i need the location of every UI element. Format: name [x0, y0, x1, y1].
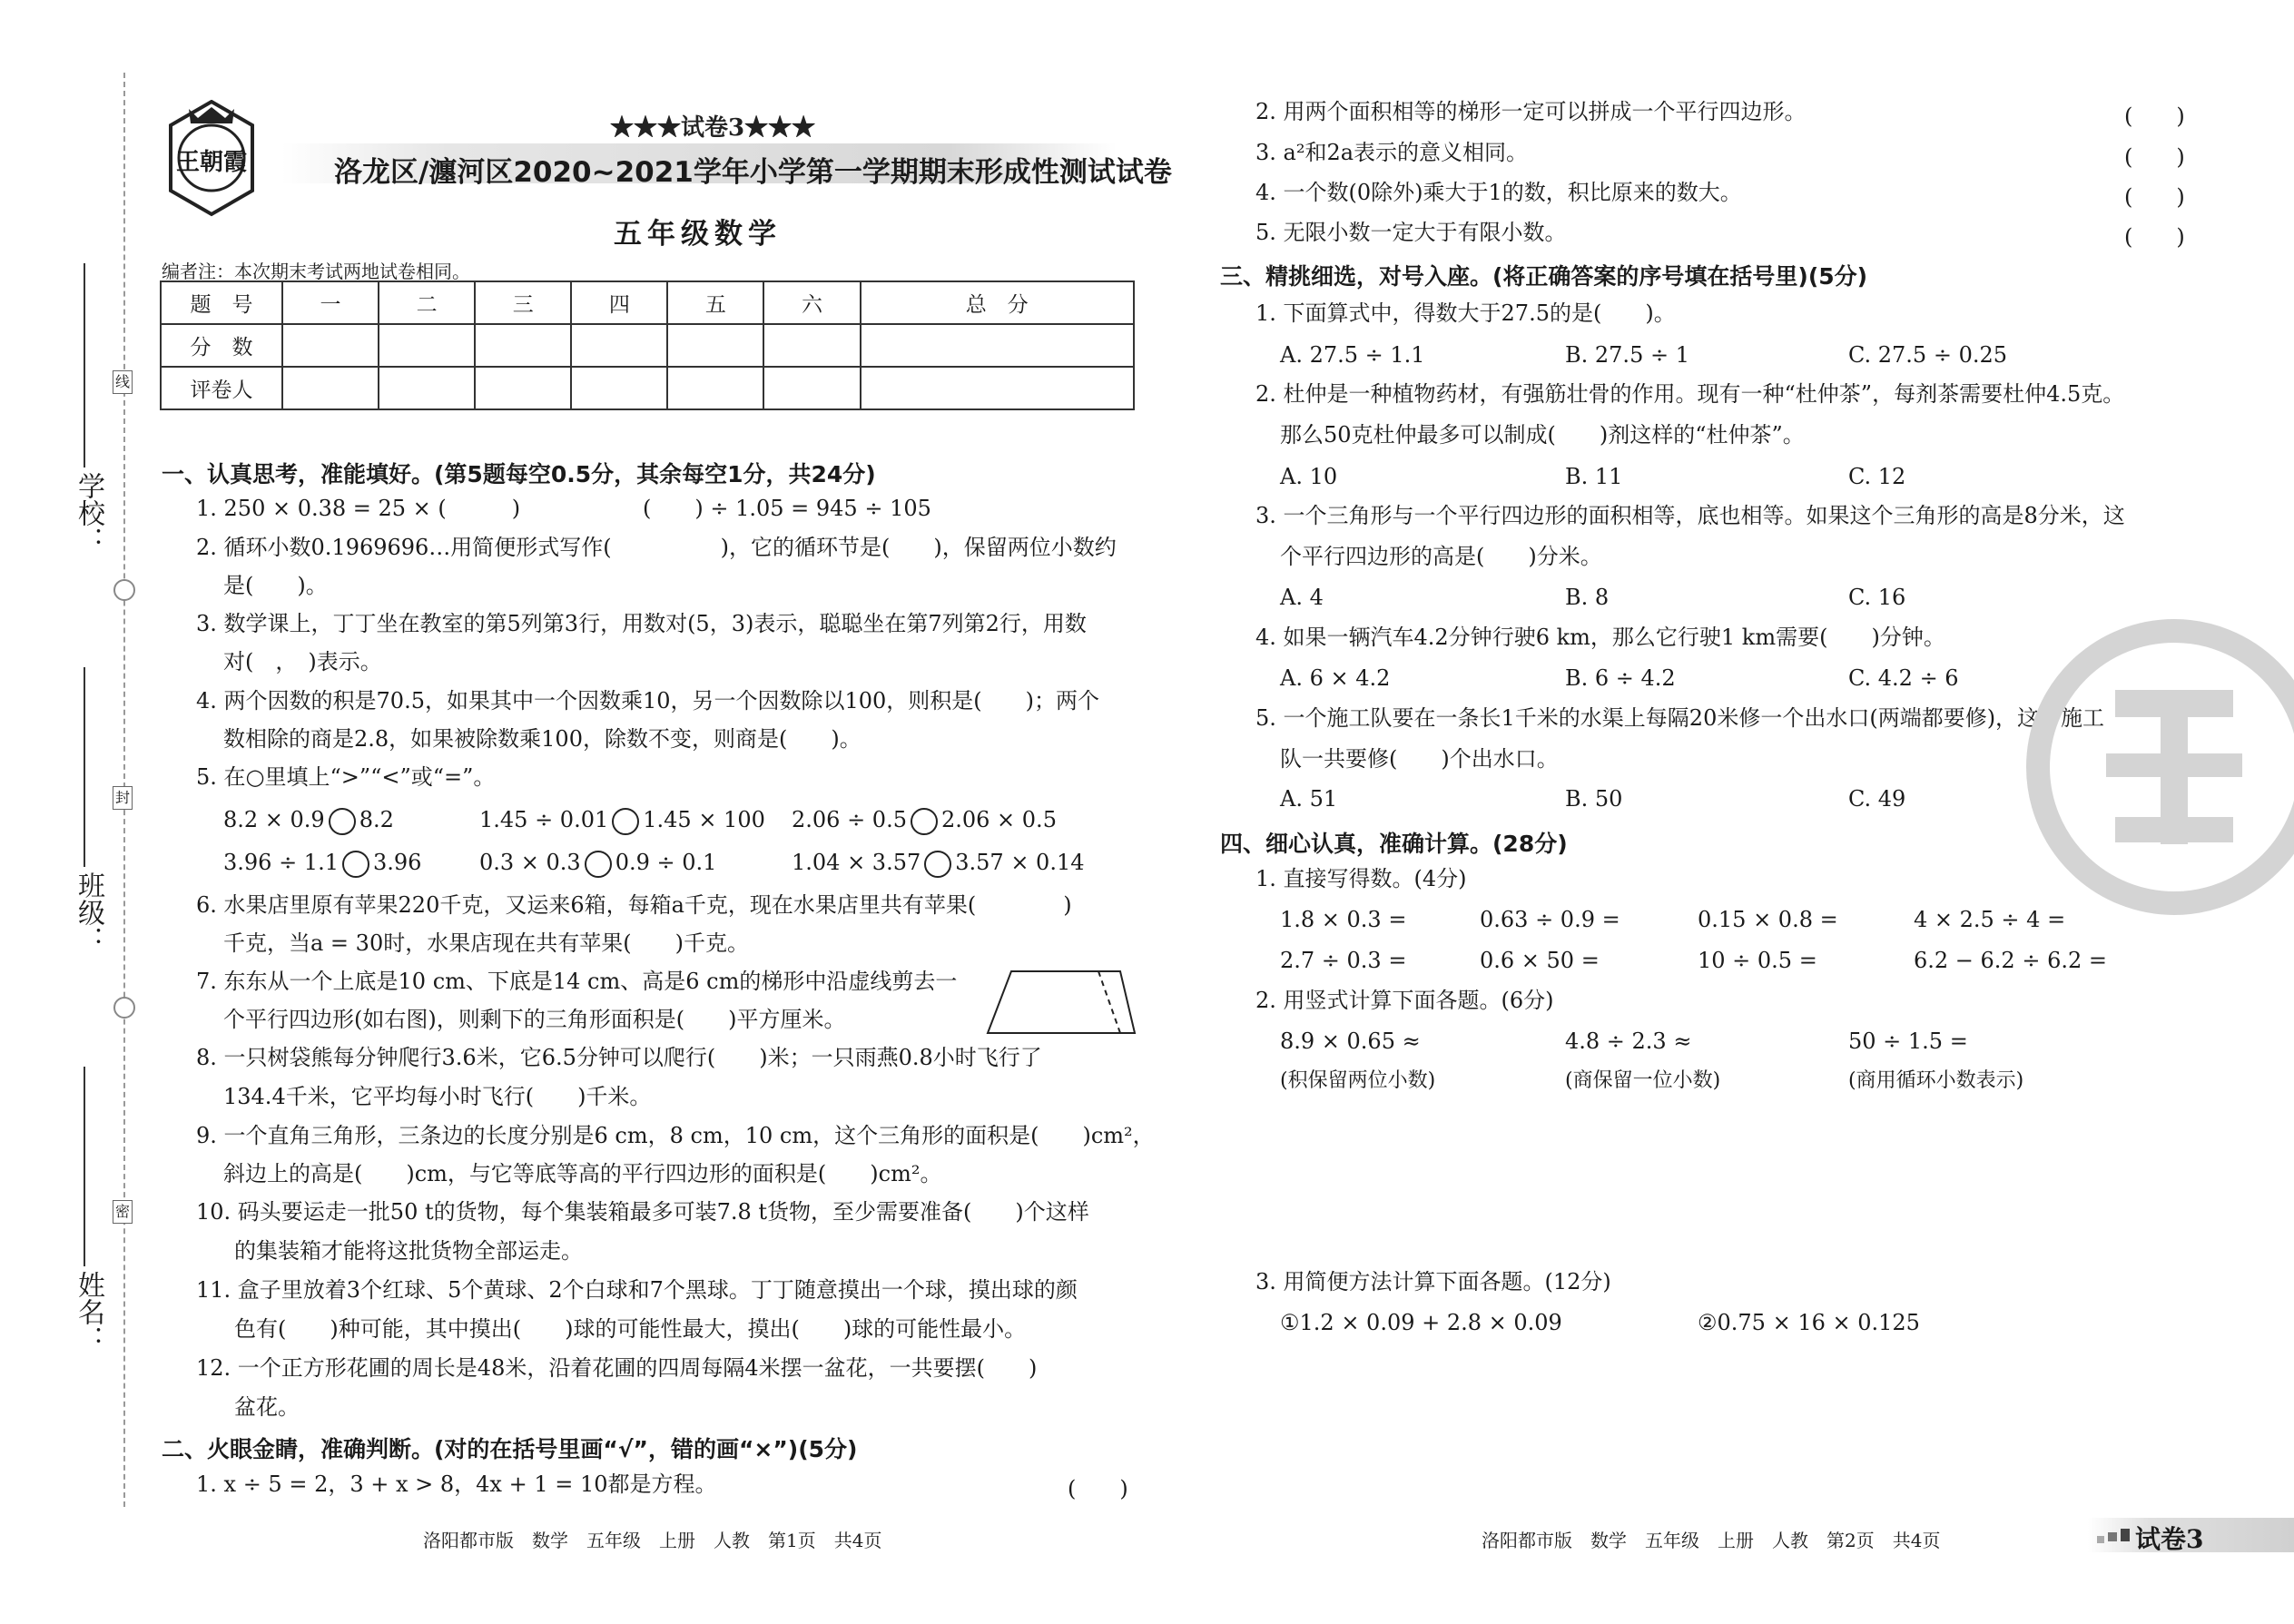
class-label: 班级： [73, 871, 104, 953]
judge-item-5: 5. 无限小数一定大于有限小数。 [1255, 220, 1567, 245]
judge-answer-box[interactable]: ( ) [2124, 144, 2185, 170]
q1-part-b: ( ) ÷ 1.05 = 945 ÷ 105 [643, 496, 931, 521]
grader-cell[interactable] [861, 367, 1134, 409]
q8-line2: 134.4千米，它平均每小时飞行( )千米。 [223, 1084, 652, 1109]
section3-title: 三、精挑细选，对号入座。(将正确答案的序号填在括号里)(5分) [1220, 263, 1868, 290]
oral-calc-item: 0.6 × 50 = [1480, 948, 1600, 973]
footer-tag: 试卷3 [2135, 1524, 2204, 1554]
section1-title: 一、认真思考，准能填好。(第5题每空0.5分，其余每空1分，共24分) [162, 461, 876, 487]
compare-item: 3.96 ÷ 1.1 3.96 [223, 849, 421, 878]
q10-line2: 的集装箱才能将这批货物全部运走。 [234, 1238, 583, 1264]
school-line [84, 263, 85, 468]
q5-prompt: 5. 在○里填上“>”“<”或“=”。 [196, 764, 496, 790]
choice-q3-line1: 3. 一个三角形与一个平行四边形的面积相等，底也相等。如果这个三角形的高是8分米，这 [1255, 503, 2125, 528]
compare-circle[interactable] [612, 808, 639, 835]
footer-right: 洛阳都市版 数学 五年级 上册 人教 第2页 共4页 [1482, 1530, 1941, 1551]
feng-mark: 封 [113, 786, 133, 810]
vertical-calc-workspace[interactable] [1271, 1107, 2179, 1262]
choice-q5-option-b: B. 50 [1565, 786, 1623, 812]
choice-q1-option-b: B. 27.5 ÷ 1 [1565, 342, 1689, 368]
compare-circle[interactable] [585, 851, 612, 878]
q4-line1: 4. 两个因数的积是70.5，如果其中一个因数乘10，另一个因数除以100，则积是( )；两个 [196, 688, 1100, 714]
q9-line2: 斜边上的高是( )cm，与它等底等高的平行四边形的面积是( )cm²。 [223, 1161, 942, 1186]
vertical-calc-item: 50 ÷ 1.5 = [1848, 1029, 1968, 1054]
grader-cell[interactable] [763, 367, 860, 409]
compare-circle[interactable] [329, 808, 356, 835]
choice-q2-option-b: B. 11 [1565, 464, 1623, 489]
vertical-calc-note: (积保留两位小数) [1280, 1069, 1436, 1092]
choice-q5-line1: 5. 一个施工队要在一条长1千米的水渠上每隔20米修一个出水口(两端都要修)，这个施工 [1255, 705, 2105, 731]
choice-q5-option-a: A. 51 [1280, 786, 1338, 812]
q3-line1: 3. 数学课上，丁丁坐在教室的第5列第3行，用数对(5，3)表示，聪聪坐在第7列第2行，用数 [196, 611, 1087, 636]
score-header-cell: 四 [571, 281, 667, 324]
simplify-calc-item: ①1.2 × 0.09 + 2.8 × 0.09 [1280, 1310, 1562, 1335]
publisher-logo [162, 100, 261, 218]
compare-item: 2.06 ÷ 0.5 2.06 × 0.5 [792, 806, 1057, 835]
oral-calc-item: 6.2 − 6.2 ÷ 6.2 = [1914, 948, 2107, 973]
compare-circle[interactable] [924, 851, 951, 878]
q4-line2: 数相除的商是2.8，如果被除数乘100，除数不变，则商是( )。 [223, 726, 861, 752]
score-cell[interactable] [282, 324, 379, 367]
footer-left: 洛阳都市版 数学 五年级 上册 人教 第1页 共4页 [423, 1530, 882, 1551]
choice-q3-option-c: C. 16 [1848, 585, 1906, 610]
grader-row-label: 评卷人 [161, 367, 282, 409]
exam-title: 洛龙区/瀍河区2020~2021学年小学第一学期期末形成性测试试卷 [334, 156, 1172, 189]
q1-part-a: 1. 250 × 0.38 = 25 × ( ) [196, 496, 521, 521]
compare-item: 8.2 × 0.9 8.2 [223, 806, 394, 835]
compare-item: 0.3 × 0.3 0.9 ÷ 0.1 [479, 849, 716, 878]
oral-calc-item: 4 × 2.5 ÷ 4 = [1914, 907, 2066, 932]
score-header-cell: 总 分 [861, 281, 1134, 324]
choice-q3-option-a: A. 4 [1280, 585, 1324, 610]
choice-q3-option-b: B. 8 [1565, 585, 1610, 610]
vertical-calc-note: (商保留一位小数) [1565, 1069, 1721, 1092]
judge-answer-box[interactable]: ( ) [2124, 224, 2185, 250]
score-header-cell: 二 [379, 281, 475, 324]
school-label: 学校： [73, 472, 104, 554]
choice-q1: 1. 下面算式中，得数大于27.5的是( )。 [1255, 300, 1676, 326]
choice-q4: 4. 如果一辆汽车4.2分钟行驶6 km，那么它行驶1 km需要( )分钟。 [1255, 625, 1945, 650]
choice-q2-option-c: C. 12 [1848, 464, 1906, 489]
trapezoid-figure [984, 966, 1138, 1042]
score-header-cell: 一 [282, 281, 379, 324]
choice-q1-option-c: C. 27.5 ÷ 0.25 [1848, 342, 2008, 368]
oral-calc-item: 1.8 × 0.3 = [1280, 907, 1407, 932]
choice-q4-option-a: A. 6 × 4.2 [1280, 665, 1391, 691]
xian-mark: 线 [113, 370, 133, 394]
vertical-calc-note: (商用循环小数表示) [1848, 1069, 2024, 1092]
choice-q3-line2: 个平行四边形的高是( )分米。 [1280, 544, 1602, 569]
choice-q2-option-a: A. 10 [1280, 464, 1338, 489]
choice-q5-option-c: C. 49 [1848, 786, 1906, 812]
compare-item: 1.04 × 3.57 3.57 × 0.14 [792, 849, 1085, 878]
q2-line2: 是( )。 [223, 573, 328, 598]
q7-line2: 个平行四边形(如右图)，则剩下的三角形面积是( )平方厘米。 [223, 1007, 846, 1032]
q8-line1: 8. 一只树袋熊每分钟爬行3.6米，它6.5分钟可以爬行( )米；一只雨燕0.8小时飞行了 [196, 1045, 1042, 1070]
simplify-calc-item: ②0.75 × 16 × 0.125 [1698, 1310, 1920, 1335]
binding-hole-icon [113, 579, 135, 601]
q6-line1: 6. 水果店里原有苹果220千克，又运来6箱，每箱a千克，现在水果店里共有苹果( ) [196, 892, 1072, 918]
name-label: 姓名： [73, 1271, 104, 1353]
subject-title: 五年级数学 [614, 218, 782, 251]
judge-answer-box[interactable]: ( ) [1068, 1476, 1128, 1501]
score-cell[interactable] [861, 324, 1134, 367]
choice-q5-line2: 队一共要修( )个出水口。 [1280, 746, 1559, 772]
score-cell[interactable] [475, 324, 571, 367]
footer-squares-icon [2097, 1529, 2130, 1543]
q2-line1: 2. 循环小数0.1969696…用简便形式写作( )，它的循环节是( )，保留两位小数约 [196, 535, 1117, 560]
section2-title: 二、火眼金睛，准确判断。(对的在括号里画“√”，错的画“×”)(5分) [162, 1436, 858, 1462]
logo-text: 王朝霞 [175, 149, 247, 176]
calc-part1-title: 1. 直接写得数。(4分) [1255, 866, 1467, 891]
q6-line2: 千克，当a = 30时，水果店现在共有苹果( )千克。 [223, 930, 749, 956]
choice-q1-option-a: A. 27.5 ÷ 1.1 [1280, 342, 1425, 368]
score-cell[interactable] [667, 324, 763, 367]
calc-part3-title: 3. 用简便方法计算下面各题。(12分) [1255, 1269, 1611, 1294]
oral-calc-item: 10 ÷ 0.5 = [1698, 948, 1817, 973]
q7-line1: 7. 东东从一个上底是10 cm、下底是14 cm、高是6 cm的梯形中沿虚线剪去一 [196, 969, 958, 994]
calc-part2-title: 2. 用竖式计算下面各题。(6分) [1255, 988, 1554, 1013]
q9-line1: 9. 一个直角三角形，三条边的长度分别是6 cm，8 cm，10 cm，这个三角形的面积是( )cm²， [196, 1123, 1155, 1148]
grader-cell[interactable] [379, 367, 475, 409]
mi-mark: 密 [113, 1200, 133, 1224]
judge-answer-box[interactable]: ( ) [2124, 103, 2185, 129]
q3-line2: 对( ， )表示。 [223, 649, 382, 674]
score-cell[interactable] [571, 324, 667, 367]
choice-q2-line2: 那么50克杜仲最多可以制成( )剂这样的“杜仲茶”。 [1280, 422, 1805, 448]
score-cell[interactable] [379, 324, 475, 367]
score-header-cell: 题 号 [161, 281, 282, 324]
oral-calc-item: 2.7 ÷ 0.3 = [1280, 948, 1407, 973]
editor-note: 编者注：本次期末考试两地试卷相同。 [162, 261, 470, 282]
choice-q4-option-b: B. 6 ÷ 4.2 [1565, 665, 1676, 691]
q12-line2: 盆花。 [234, 1394, 300, 1420]
class-line [84, 667, 85, 867]
binding-hole-icon [113, 997, 135, 1019]
exam-badge: ★★★试卷3★★★ [610, 114, 816, 142]
compare-circle[interactable] [911, 808, 938, 835]
judge-item-4: 4. 一个数(0除外)乘大于1的数，积比原来的数大。 [1255, 180, 1742, 205]
judge-item-3: 3. a²和2a表示的意义相同。 [1255, 140, 1529, 165]
compare-item: 1.45 ÷ 0.01 1.45 × 100 [479, 806, 765, 835]
choice-q4-option-c: C. 4.2 ÷ 6 [1848, 665, 1959, 691]
grader-cell[interactable] [475, 367, 571, 409]
grader-cell[interactable] [571, 367, 667, 409]
q12-line1: 12. 一个正方形花圃的周长是48米，沿着花圃的四周每隔4米摆一盆花，一共要摆( ) [196, 1355, 1038, 1381]
section4-title: 四、细心认真，准确计算。(28分) [1220, 831, 1568, 857]
judge-answer-box[interactable]: ( ) [2124, 184, 2185, 210]
simplify-calc-workspace[interactable] [1271, 1348, 2179, 1502]
score-cell[interactable] [763, 324, 860, 367]
vertical-calc-item: 4.8 ÷ 2.3 ≈ [1565, 1029, 1692, 1054]
name-line [84, 1067, 85, 1266]
oral-calc-item: 0.63 ÷ 0.9 = [1480, 907, 1620, 932]
q11-line2: 色有( )种可能，其中摸出( )球的可能性最大，摸出( )球的可能性最小。 [234, 1316, 1027, 1342]
oral-calc-item: 0.15 × 0.8 = [1698, 907, 1838, 932]
judge-item-1: 1. x ÷ 5 = 2，3 + x > 8，4x + 1 = 10都是方程。 [196, 1471, 717, 1497]
choice-q2-line1: 2. 杜仲是一种植物药材，有强筋壮骨的作用。现有一种“杜仲茶”，每剂茶需要杜仲4.5克。 [1255, 381, 2125, 407]
compare-circle[interactable] [342, 851, 369, 878]
score-header-cell: 五 [667, 281, 763, 324]
mi-watermark-seal [2024, 617, 2294, 917]
vertical-calc-item: 8.9 × 0.65 ≈ [1280, 1029, 1421, 1054]
score-table [160, 281, 1135, 410]
grader-cell[interactable] [667, 367, 763, 409]
judge-item-2: 2. 用两个面积相等的梯形一定可以拼成一个平行四边形。 [1255, 99, 1807, 124]
q10-line1: 10. 码头要运走一批50 t的货物，每个集装箱最多可装7.8 t货物，至少需要准备( )个这样 [196, 1199, 1089, 1225]
score-header-cell: 三 [475, 281, 571, 324]
q11-line1: 11. 盒子里放着3个红球、5个黄球、2个白球和7个黑球。丁丁随意摸出一个球，摸出球的颜 [196, 1277, 1078, 1303]
grader-cell[interactable] [282, 367, 379, 409]
score-header-cell: 六 [763, 281, 860, 324]
score-row-label: 分 数 [161, 324, 282, 367]
